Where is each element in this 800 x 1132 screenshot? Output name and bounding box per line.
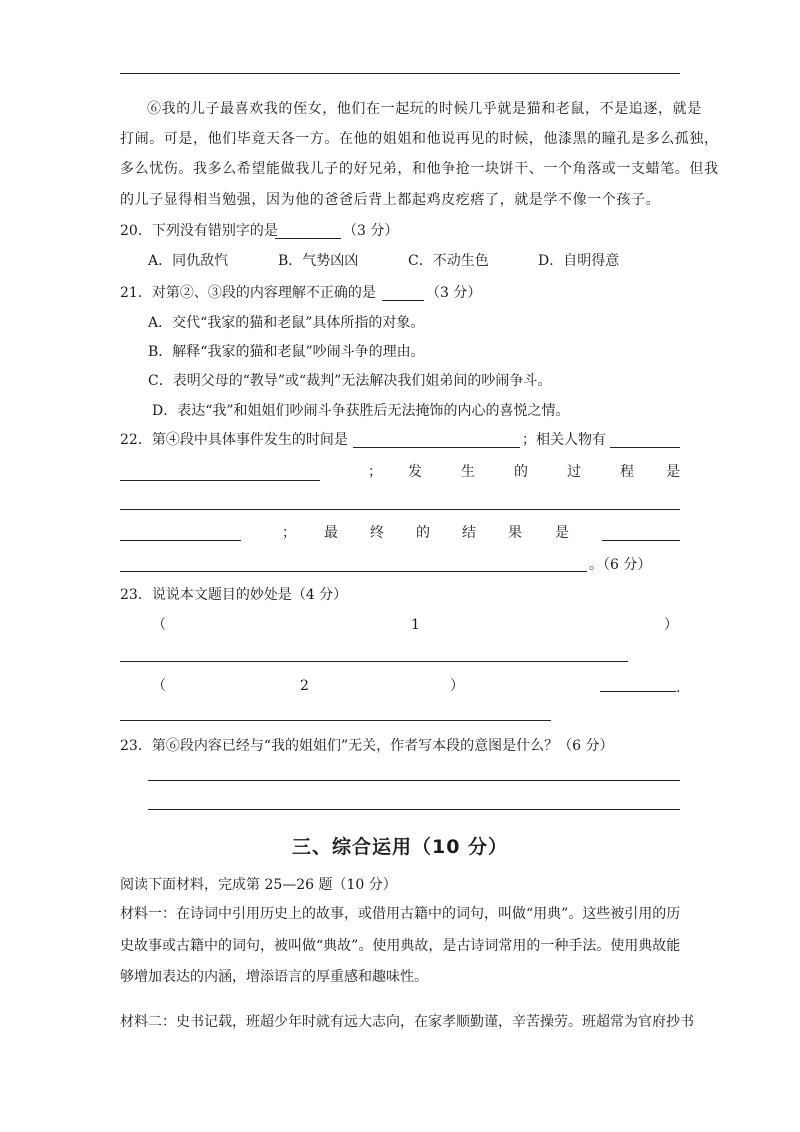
q22-end: 。（6 分）	[589, 557, 652, 573]
q22-stem: 22．第④段中具体事件发生的时间是	[120, 432, 348, 448]
material-1-line-1: 材料一：在诗词中引用历史上的故事，或借用古籍中的词句，叫做“用典”。这些被引用的历	[120, 906, 681, 922]
material-2-line-1: 材料二：史书记载，班超少年时就有远大志向，在家孝顺勤谨，辛苦操劳。班超常为官府抄书	[120, 1014, 694, 1030]
q23a-p2-close: ）	[450, 678, 464, 694]
q22-people-blank-2[interactable]	[120, 480, 320, 481]
q22-result-char: 的	[416, 525, 430, 541]
para6-line-4: 的儿子显得相当勉强，因为他的爸爸后背上都起鸡皮疙瘩了，就是学不像一个孩子。	[120, 192, 661, 208]
q22-semicolon-2: ；	[282, 525, 296, 541]
q22-people-label: ；相关人物有	[522, 432, 606, 448]
q23b-answer-line-1[interactable]	[148, 780, 680, 781]
q23a-p1-close: ）	[664, 617, 678, 633]
q23b-answer-line-2[interactable]	[148, 809, 680, 810]
q23a-p1-num: 1	[411, 617, 420, 633]
q22-process-char: 过	[567, 464, 581, 480]
q22-result-char: 终	[370, 525, 384, 541]
material-1-line-2: 史故事或古籍中的词句，被叫做“典故”。使用典故，是古诗词常用的一种手法。使用典故能	[120, 938, 681, 954]
q22-process-char: 的	[514, 464, 528, 480]
q21-score: （3 分）	[426, 285, 482, 301]
q23a-p1-blank[interactable]	[120, 661, 628, 662]
material-1-line-3: 够增加表达的内涵，增添语言的厚重感和趣味性。	[120, 969, 428, 985]
q22-result-char: 最	[324, 525, 338, 541]
q21-option-c: C．表明父母的“教导”或“裁判”无法解决我们姐弟间的吵闹争斗。	[148, 373, 552, 389]
material-intro: 阅读下面材料，完成第 25—26 题（10 分）	[120, 877, 397, 893]
q20-stem: 20．下列没有错别字的是	[120, 223, 278, 239]
q22-time-blank[interactable]	[353, 447, 520, 448]
para6-line-1: ⑥我的儿子最喜欢我的侄女，他们在一起玩的时候几乎就是猫和老鼠，不是追逐，就是	[147, 101, 702, 117]
q23a-stem: 23．说说本文题目的妙处是（4 分）	[120, 587, 348, 603]
header-rule	[120, 73, 680, 74]
q22-people-blank-1[interactable]	[610, 447, 680, 448]
q23b-stem: 23．第⑥段内容已经与“我的姐姐们”无关，作者写本段的意图是什么？（6 分）	[120, 738, 614, 754]
q22-process-blank-1[interactable]	[120, 509, 680, 510]
q22-result-char: 是	[555, 525, 569, 541]
q23a-p2-num: 2	[300, 678, 309, 694]
q21-option-d: D．表达“我”和姐姐们吵闹斗争获胜后无法掩饰的内心的喜悦之情。	[152, 403, 570, 419]
q21-option-b: B．解释“我家的猫和老鼠”吵闹斗争的理由。	[148, 344, 425, 360]
q22-process-char: 生	[461, 464, 475, 480]
q21-option-a: A．交代“我家的猫和老鼠”具体所指的对象。	[148, 315, 425, 331]
q22-result-char: 果	[508, 525, 522, 541]
q22-process-char: 程	[620, 464, 634, 480]
para6-line-3: 多么忧伤。我多么希望能做我儿子的好兄弟，和他争抢一块饼干、一个角落或一支蜡笔。但我	[120, 161, 719, 177]
q23a-p2-blank-2[interactable]	[120, 720, 551, 721]
q22-result-blank-2[interactable]	[120, 571, 587, 572]
q20-answer-blank[interactable]	[275, 238, 341, 239]
q20-option-c: C．不动生色	[408, 253, 489, 269]
q23a-p1-open: （	[152, 617, 166, 633]
q22-semicolon-1: ；	[368, 464, 382, 480]
para6-line-2: 打闹。可是，他们毕竟天各一方。在他的姐姐和他说再见的时候，他漆黑的瞳孔是多么孤独，	[120, 131, 719, 147]
q20-option-d: D．自明得意	[538, 253, 620, 269]
section-title: 三、综合运用（10 分）	[291, 836, 509, 858]
q22-result-char: 结	[462, 525, 476, 541]
q22-process-blank-2[interactable]	[120, 540, 241, 541]
q20-option-a: A．同仇敌忾	[148, 253, 229, 269]
q22-result-blank-1[interactable]	[602, 540, 680, 541]
q20-score: （3 分）	[343, 223, 399, 239]
q23a-p2-blank-1[interactable]	[600, 691, 676, 692]
q23a-p2-end: .	[676, 680, 681, 696]
q21-answer-blank[interactable]	[382, 300, 424, 301]
q23a-p2-open: （	[152, 678, 166, 694]
q21-stem: 21．对第②、③段的内容理解不正确的是	[120, 285, 376, 301]
q22-process-char: 是	[666, 464, 680, 480]
q22-process-char: 发	[408, 464, 422, 480]
q20-option-b: B．气势凶凶	[278, 253, 359, 269]
